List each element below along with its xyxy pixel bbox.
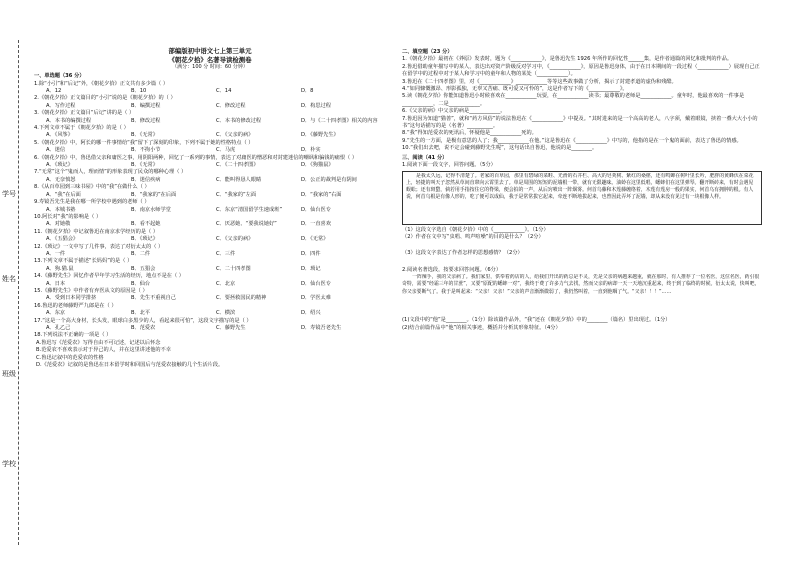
question-option: C．本书的修改过程 xyxy=(216,117,262,124)
question-option: A．写作过程 xyxy=(46,102,76,109)
exam-subtitle: 《朝花夕拾》名著导读检测卷 xyxy=(168,55,252,64)
question-stem: 16.鲁迅的老师藤野严九郎是在（ ） xyxy=(34,302,117,309)
question-options xyxy=(34,236,386,243)
question-option: B．《琐记》 xyxy=(131,236,158,243)
binding-label-class: 班级 xyxy=(2,370,16,378)
section-reading: 三、阅读（41 分） xyxy=(402,154,448,161)
question-option: A．东京 xyxy=(46,310,66,317)
question-stem: 12.《琐记》一文中写了几件事，表达了对衍太太的（ ） xyxy=(34,243,164,250)
question-option: C．北京 xyxy=(216,280,236,287)
question-option: C．修改过程 xyxy=(216,102,246,109)
question-options xyxy=(34,147,386,154)
question-option: B．《无常》 xyxy=(131,132,158,139)
question-option: A．无奈愤怒 xyxy=(46,176,76,183)
question-option: D．8 xyxy=(301,88,314,94)
question-option: D．寿镜吾老先生 xyxy=(301,325,342,331)
question-option: B．五猖会 xyxy=(131,265,156,272)
question-stem: 13.下列文章不属于描述“长妈妈”的是（ ） xyxy=(34,258,133,265)
reading2-question-1: (1)文段中的“他”是________。（1分）除该篇作品外，“我”还在《朝花夕拾》中的________（篇名）里出现过。（1分） xyxy=(402,317,671,324)
q18-item-c: C.鲁迅记叙中的范爱农的性格 xyxy=(36,354,104,361)
q18-item-b: B.范爱农不喜欢表示对于异己的人，并在这里讲述他的不幸 xyxy=(36,347,171,354)
question-option: B．仙台 xyxy=(131,280,151,287)
question-option: B．先生不重视自己 xyxy=(131,295,177,302)
fill-question: 8.“我”得知范爱农的死讯后，怀疑他是____________死的。 xyxy=(402,130,537,137)
question-stem: 7.“无常”这个“鬼而人，理而情”的形象表现了民众的哪种心理（ ） xyxy=(34,169,187,176)
mcq-list xyxy=(34,81,386,340)
fill-list xyxy=(402,56,762,152)
question-stem: 10.阿长对“我”的影响是（ ） xyxy=(34,213,102,220)
question-options xyxy=(34,281,386,288)
question-option: D．仙台医专 xyxy=(301,206,331,213)
question-option: B．编撰过程 xyxy=(131,102,161,109)
question-option: D．《无常》 xyxy=(301,236,329,243)
question-stem: 1.除“小引”和“后记”外，《朝花夕拾》正文共有多少篇（ ） xyxy=(34,80,169,87)
question-option: C．二十四孝图 xyxy=(216,265,251,272)
question-option: C．14 xyxy=(216,88,232,94)
question-option: B．二件 xyxy=(131,250,151,257)
reading2-question-2: (2)结合前篇作品中“他”的相关事迹，概括并分析其形象特征。（4分） xyxy=(402,324,561,331)
question-option: D．朴实 xyxy=(301,147,321,154)
question-stem: 6.《朝花夕拾》中，鲁迅借父亲和庸医之事，用阴阳两种，回忆了一系列的事情，表达了对庸医的憎恶和对封建迷信的嘲讽和骗钱的痛恨（ ） xyxy=(34,154,358,161)
question-option: A．迷信 xyxy=(46,147,66,154)
question-option: D．“我家的”右面 xyxy=(301,191,342,198)
right-column xyxy=(402,47,762,332)
fill-question: 6.《父亲的病》中父亲的病是____________。 xyxy=(402,108,506,115)
reading1-intro: 1.阅读下面一段文字，回答问题。（5分） xyxy=(402,162,496,169)
section-fill-blank: 二、填空题（23 分） xyxy=(402,49,453,55)
binding-label-student-id: 学号 xyxy=(2,190,16,198)
left-column xyxy=(34,47,386,369)
section-single-choice: 一、单选题（36 分） xyxy=(34,73,85,80)
question-stem: 4.下列文章不属于《朝花夕拾》的是（ ） xyxy=(34,125,129,132)
reading2-passage: 一阵辣手，我的父亲病了。我们家里，供奉着药店的人，给我们开出的药总是不灵，先是父亲的病越来越重，就在那时，有人推荐了一位名医，这位名医，药引很奇特，需要“经霜三年的甘蔗”，又要“原配的蟋蟀一对”，我终于费了许多力气去找，然而父亲的病却一天一天地沉重起来，终于到了临终的时候。衍太太说，快叫吧，你父亲要断气了。我于是叫起来：“父亲！父亲！”父亲的声音渐渐微弱了，我仍然叫着，一直到他咽了气。“父亲！！！”…… xyxy=(402,274,760,295)
reading1-question-1: （1）这段文字选自《朝花夕拾》中的《____________》。（1分） xyxy=(402,226,549,233)
question-option: C．藤野先生 xyxy=(216,325,246,331)
fill-question: 3.鲁迅在《二十四孝图》里，对《____________》____________等等这些故事做了分析，揭示了封建孝道的虚伪和残酷。 xyxy=(402,78,677,85)
question-options xyxy=(34,221,386,228)
exam-title: 部编版初中语文七上第三单元 xyxy=(168,47,252,55)
question-option: A．“我”在后面 xyxy=(46,191,81,198)
question-option: C．横滨 xyxy=(216,310,236,317)
fill-question: 4.“如同慷慨激昂、形影孤独，无辜又苦痛、既可爱又可怜的”，这是作者写下的《____________》。 xyxy=(402,86,628,93)
reading1-question-2: （2）作者在文中写“虫唱、鸣声喧噪”的目的是什么？（2分） xyxy=(402,233,544,240)
question-option: C．三件 xyxy=(216,250,236,257)
binding-label-school: 学校 xyxy=(2,460,16,468)
fill-question: 5.读《朝花夕拾》你能知道鲁迅小时候喜欢在____________玩耍，在____________读书；最尊敬的老师是____________。童年时，他最喜欢的一件事是____________，二是____________。 xyxy=(402,93,745,107)
question-option: B．南京水师学堂 xyxy=(131,206,171,213)
question-options xyxy=(34,118,386,125)
question-option: B．北平 xyxy=(131,310,151,317)
question-stem: 11.《朝花夕拾》中记叙鲁迅在南京求学经历的是（ ） xyxy=(34,228,159,235)
binding-cut-line xyxy=(18,40,19,545)
reading2-intro: 2.阅读名著选段，按要求回答问题。（6分） xyxy=(402,266,502,273)
question-option: A．本城书塾 xyxy=(46,206,76,213)
question-option: D．琐记 xyxy=(301,265,321,272)
question-option: A．对她敬 xyxy=(46,221,71,228)
question-option: A．受到日本同学排挤 xyxy=(46,295,97,302)
question-option: B．范爱农 xyxy=(131,325,156,331)
question-option: B．“我家的”在后面 xyxy=(131,191,177,198)
question-option: B．修改过程 xyxy=(131,117,161,124)
q18-item-d: D.《范爱农》记叙的是鲁迅在日本留学时和回国后与范爱农接触的几个生活片段。 xyxy=(36,362,224,369)
question-option: D．与《二十四孝图》相关的内容 xyxy=(301,117,378,124)
binding-label-name: 姓名 xyxy=(2,275,16,283)
question-options xyxy=(34,207,386,214)
question-option: D．绍兴 xyxy=(301,310,321,317)
question-option: B．迷信疾病 xyxy=(131,176,161,183)
question-option: A．《风筝》 xyxy=(46,132,73,139)
fill-question: 2.鲁迅借助童年描写中的某人，表达出对资产阶级反对学习中，《____________》，原因是鲁迅身体，由于在日本期间的一段过程（____________）展现自己正在留学中的过程中对于某人和学习中的童年和人物的某处（____________）。 xyxy=(402,63,760,78)
question-options xyxy=(34,192,386,199)
question-option: A．《琐记》 xyxy=(46,162,73,169)
question-stem: 9.寿镜吾先生是我在哪一所学校中遇到的老师（ ） xyxy=(34,199,150,206)
question-option: A．孔乙己 xyxy=(46,325,71,331)
binding-margin xyxy=(0,40,26,545)
exam-meta: （满分：100 分 时间：60 分钟） xyxy=(172,64,248,71)
question-option: D．学医太难 xyxy=(301,295,331,302)
reading1-passage-box xyxy=(402,171,762,225)
question-option: C．厌恶她、“要我说她好” xyxy=(216,221,277,228)
question-options xyxy=(34,132,386,139)
question-option: C．《二十四孝图》 xyxy=(216,162,259,169)
question-option: D．四件 xyxy=(301,250,321,257)
question-option: B．不拘小节 xyxy=(131,147,161,154)
question-option: A．《五猖会》 xyxy=(46,236,79,243)
question-option: C．东京“清国留学生速成班” xyxy=(216,206,283,213)
fill-question: 1.《朝花夕拾》最初在《莽原》发表时，题为《____________》，是鲁迅先生 1926 年所作的回忆性______集，是作者通篇的回忆和批判的作品。 xyxy=(402,56,733,63)
question-option: C．能叫得恳人眼睛 xyxy=(216,176,262,183)
q18-item-a: A.鲁迅写《范爱农》写得自由不可记述，记述以后怀念 xyxy=(36,339,161,346)
question-option: D．仙台医专 xyxy=(301,280,331,287)
question-stem: 3.《朝花夕拾》正文篇目“后记”讲的是（ ） xyxy=(34,110,135,117)
question-option: A．日本 xyxy=(46,280,66,287)
question-options xyxy=(34,310,386,317)
question-stem: 15.《藤野先生》中作者有弃医从文的原因是（ ） xyxy=(34,287,148,294)
question-option: C．《父亲的病》 xyxy=(216,236,254,243)
question-option: D．一直喜欢 xyxy=(301,221,331,228)
question-stem: 17.“这是一个高大身材，长头发，眼球白多黑少的人，看起来很可怕”，这段文字描写的是（ ） xyxy=(34,317,252,324)
fill-question: 9.“先生的一方面，是极有意思的人了；我____________在他。”这是鲁迅在《____________》中写的，他指的是在一个鬼的面前，表达了鲁迅的情感。 xyxy=(402,137,742,144)
question-option: C．要拯救国民的精神 xyxy=(216,295,267,302)
question-stem: 5.《朝花夕拾》中，阿长的哪一件事情给“我”留下了深刻的印象，下列不属于她的性格特点（ ） xyxy=(34,139,254,146)
reading1-question-3: （3）这段文字表达了作者怎样的思想感情？（2分） xyxy=(402,250,523,257)
question-option: A．本书的编撰过程 xyxy=(46,117,92,124)
question-option: D．公正的裁判是有阴间 xyxy=(301,176,357,183)
question-stem: 18.下列说法不正确的一项是（ ） xyxy=(34,332,112,339)
question-option: A．12 xyxy=(46,88,62,94)
reading1-passage: 是我太久远，记得不清楚了。老家的百草园，那里有碧绿的菜畦、光滑的石井栏、高大的皂荚树、紫红的桑椹，还有鸣蝉在树叶里长吟，肥胖的黄蜂伏在菜花上，轻捷的叫天子忽然从草间直窜向云霄里去了。单是周围的短短的泥墙根一带，就有无限趣味。油蛉在这里低唱，蟋蟀们在这里弹琴。翻开断砖来，有时会遇见蜈蚣；还有斑蝥，倘若用手指按住它的脊梁，便会拍的一声，从后窍喷出一阵烟雾。何首乌藤和木莲藤缠络着，木莲有莲房一般的果实，何首乌有拥肿的根。有人说，何首乌根是有像人形的，吃了便可以成仙，我于是常常拔它起来，牵连不断地拔起来，也曾因此弄坏了泥墙，却从来没有见过有一块根像人样。 xyxy=(406,172,754,201)
fill-question: 10.“我们出去吧，说不定会碰到藤野先生呢”，这句话出自鲁迅，他说的是________。 xyxy=(402,145,598,152)
question-options xyxy=(34,295,386,302)
fill-question: 7.鲁迅因为知道“猫善”，就和“药方风俗”的说法鲁迅在《____________》中提及。“其时进来的是一个高高的老人，八字须，戴着眼镜，挟着一叠大大小小的书”这句话描写的是（名著）__________。 xyxy=(402,115,758,130)
question-option: C．“我家的”左面 xyxy=(216,191,257,198)
question-option: A．一件 xyxy=(46,250,66,257)
question-option: B．《无常》 xyxy=(131,162,158,169)
question-option: A．狗.猫.鼠 xyxy=(46,265,74,272)
question-option: C．《父亲的病》 xyxy=(216,132,254,139)
question-option: B．10 xyxy=(131,88,147,94)
question-option: D．《狗猫鼠》 xyxy=(301,162,334,169)
question-stem: 2.《朝花夕拾》正文篇目的“小引”说的是《朝花夕拾》的（ ） xyxy=(34,95,176,102)
question-option: C．马虎 xyxy=(216,147,236,154)
question-option: D．构思过程 xyxy=(301,102,331,109)
question-option: B．看不起她 xyxy=(131,221,161,228)
question-stem: 14.《藤野先生》回忆作者早年学习生活的经历，地点不是在（ ） xyxy=(34,273,184,280)
question-stem: 8.《从百草园到三味书屋》中的“我”在做什么（ ） xyxy=(34,184,150,191)
question-option: D．《藤野先生》 xyxy=(301,132,339,139)
